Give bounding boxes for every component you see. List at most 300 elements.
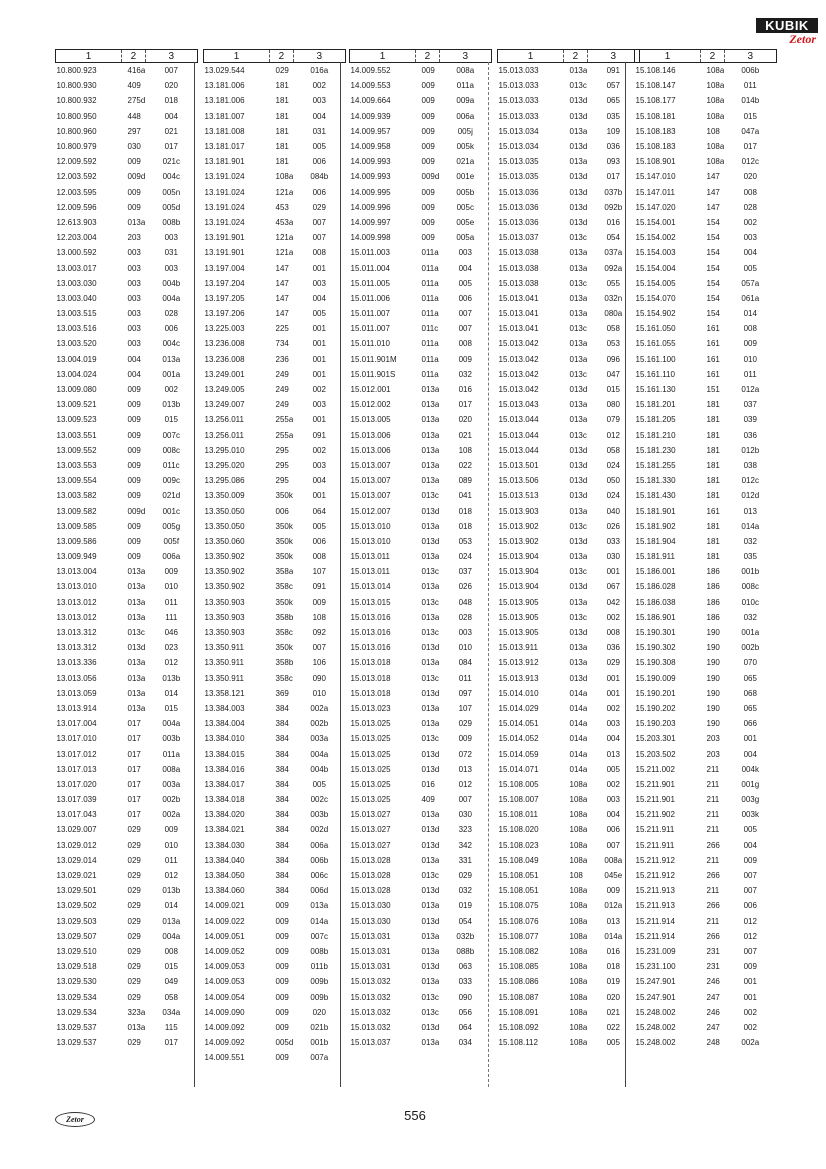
figure-ref: 009 (275, 977, 289, 987)
figure-ref: 013a (127, 567, 146, 577)
table-row (498, 625, 640, 640)
figure-ref: 013c (421, 1007, 439, 1017)
table-row (635, 473, 777, 488)
part-number: 15.231.009 (635, 946, 676, 956)
part-number: 15.161.130 (635, 385, 676, 395)
table-row (56, 746, 198, 761)
position-ref: 003a (162, 779, 181, 789)
position-ref: 009 (164, 825, 178, 835)
part-number: 13.350.903 (204, 612, 245, 622)
figure-ref: 108a (569, 810, 588, 820)
part-number: 13.249.005 (204, 385, 245, 395)
part-number: 15.013.037 (350, 1038, 391, 1048)
parts-column-3 (349, 49, 492, 1079)
table-row (498, 185, 640, 200)
table-row (56, 686, 198, 701)
part-number: 13.003.520 (56, 339, 97, 349)
part-number: 15.013.042 (498, 369, 539, 379)
position-ref: 020 (458, 415, 472, 425)
table-row (56, 655, 198, 670)
table-row (204, 154, 346, 169)
table-row (498, 352, 640, 367)
part-number: 15.154.003 (635, 248, 676, 258)
table-row (350, 762, 492, 777)
part-number: 13.181.901 (204, 157, 245, 167)
position-ref: 008 (743, 324, 757, 334)
position-ref: 007 (606, 840, 620, 850)
figure-ref: 108a (569, 916, 588, 926)
position-ref: 050 (606, 476, 620, 486)
part-number: 15.013.905 (498, 628, 539, 638)
part-number: 12.009.596 (56, 202, 97, 212)
figure-ref: 013a (569, 658, 588, 668)
part-number: 15.013.041 (498, 309, 539, 319)
position-ref: 011 (164, 855, 178, 865)
position-ref: 026 (606, 521, 620, 531)
position-ref: 015 (164, 962, 178, 972)
part-number: 15.013.025 (350, 764, 391, 774)
position-ref: 008a (456, 66, 475, 76)
figure-ref: 225 (275, 324, 289, 334)
position-ref: 008 (312, 552, 326, 562)
figure-ref: 013c (569, 567, 587, 577)
table-row (635, 519, 777, 534)
table-row (56, 488, 198, 503)
position-ref: 005e (456, 217, 475, 227)
part-number: 15.154.001 (635, 217, 676, 227)
part-number: 13.013.012 (56, 612, 97, 622)
figure-ref: 009 (421, 126, 435, 136)
position-ref: 003b (162, 734, 181, 744)
part-number: 13.295.020 (204, 460, 245, 470)
table-row (498, 944, 640, 959)
part-number: 15.013.006 (350, 445, 391, 455)
position-ref: 065 (743, 703, 757, 713)
part-number: 15.108.091 (498, 1007, 539, 1017)
column-header-3: 3 (145, 50, 197, 63)
position-ref: 065 (606, 96, 620, 106)
table-row (350, 124, 492, 139)
position-ref: 011 (743, 81, 757, 91)
position-ref: 001 (312, 369, 326, 379)
figure-ref: 013a (421, 476, 440, 486)
table-row (498, 792, 640, 807)
figure-ref: 013a (421, 582, 440, 592)
part-number: 13.013.059 (56, 688, 97, 698)
table-row (204, 853, 346, 868)
position-ref: 006 (312, 187, 326, 197)
part-number: 13.384.020 (204, 810, 245, 820)
figure-ref: 017 (127, 749, 141, 759)
table-row (56, 154, 198, 169)
position-ref: 016 (606, 217, 620, 227)
figure-ref: 003 (127, 293, 141, 303)
figure-ref: 384 (275, 734, 289, 744)
table-row (56, 458, 198, 473)
figure-ref: 181 (275, 81, 289, 91)
table-row (204, 640, 346, 655)
part-number: 15.108.077 (498, 931, 539, 941)
table-row (635, 306, 777, 321)
figure-ref: 009 (127, 445, 141, 455)
part-number: 13.249.007 (204, 400, 245, 410)
table-row (204, 549, 346, 564)
table-row (498, 898, 640, 913)
position-ref: 037b (604, 187, 623, 197)
position-ref: 010 (312, 688, 326, 698)
part-number: 13.181.007 (204, 111, 245, 121)
position-ref: 002c (310, 795, 328, 805)
figure-ref: 009 (275, 946, 289, 956)
position-ref: 026 (458, 582, 472, 592)
figure-ref: 029 (127, 962, 141, 972)
table-row (56, 777, 198, 792)
table-row (56, 671, 198, 686)
position-ref: 028 (164, 309, 178, 319)
table-row (498, 245, 640, 260)
table-row (635, 382, 777, 397)
column-header-2: 2 (122, 50, 146, 63)
part-number: 15.013.031 (350, 962, 391, 972)
figure-ref: 246 (706, 977, 720, 987)
position-ref: 001a (162, 369, 181, 379)
column-header-2: 2 (416, 50, 440, 63)
part-number: 14.009.021 (204, 901, 245, 911)
part-number: 15.108.092 (498, 1022, 539, 1032)
part-number: 15.013.031 (350, 946, 391, 956)
table-row (498, 671, 640, 686)
position-ref: 032 (458, 369, 472, 379)
position-ref: 005a (456, 233, 475, 243)
position-ref: 005b (456, 187, 475, 197)
table-row (204, 731, 346, 746)
part-number: 13.350.050 (204, 521, 245, 531)
table-row (635, 93, 777, 108)
table-row (350, 1035, 492, 1050)
position-ref: 033 (458, 977, 472, 987)
part-number: 14.009.957 (350, 126, 391, 136)
figure-ref: 013a (569, 597, 588, 607)
table-row (204, 1035, 346, 1050)
position-ref: 058 (606, 445, 620, 455)
position-ref: 009b (310, 992, 329, 1002)
part-number: 15.154.002 (635, 233, 676, 243)
table-row (350, 260, 492, 275)
part-number: 15.108.146 (635, 66, 676, 76)
table-row (635, 169, 777, 184)
position-ref: 001 (312, 339, 326, 349)
position-ref: 057a (741, 278, 760, 288)
table-row (204, 686, 346, 701)
position-ref: 010 (458, 643, 472, 653)
table-row (56, 534, 198, 549)
part-number: 15.014.052 (498, 734, 539, 744)
column-header-3: 3 (439, 50, 491, 63)
position-ref: 006b (741, 66, 760, 76)
table-row (350, 883, 492, 898)
position-ref: 006 (606, 825, 620, 835)
table-row (56, 321, 198, 336)
figure-ref: 181 (706, 460, 720, 470)
figure-ref: 108a (706, 66, 725, 76)
figure-ref: 147 (706, 172, 720, 182)
figure-ref: 009d (127, 172, 146, 182)
table-row (350, 185, 492, 200)
table-row (56, 139, 198, 154)
figure-ref: 013d (569, 536, 588, 546)
figure-ref: 181 (706, 415, 720, 425)
position-ref: 012 (164, 658, 178, 668)
table-row (635, 276, 777, 291)
figure-ref: 014a (569, 719, 588, 729)
position-ref: 041 (458, 491, 472, 501)
figure-ref: 003 (127, 263, 141, 273)
figure-ref: 011a (421, 248, 439, 258)
table-row (498, 762, 640, 777)
part-number: 15.108.075 (498, 901, 539, 911)
position-ref: 013 (743, 506, 757, 516)
figure-ref: 014a (569, 688, 588, 698)
column-header-1: 1 (635, 50, 701, 63)
figure-ref: 013a (127, 597, 146, 607)
table-row (204, 321, 346, 336)
table-row (498, 610, 640, 625)
column-header-2: 2 (270, 50, 294, 63)
table-row (350, 1020, 492, 1035)
table-row (204, 245, 346, 260)
table-row (498, 716, 640, 731)
position-ref: 013b (162, 886, 181, 896)
position-ref: 003 (312, 460, 326, 470)
table-row (350, 579, 492, 594)
figure-ref: 384 (275, 840, 289, 850)
table-row (56, 109, 198, 124)
table-row (350, 169, 492, 184)
part-number: 13.009.523 (56, 415, 97, 425)
figure-ref: 013c (421, 628, 439, 638)
table-row (498, 883, 640, 898)
part-number: 15.161.110 (635, 369, 675, 379)
position-ref: 005 (312, 142, 326, 152)
position-ref: 064 (312, 506, 326, 516)
part-number: 15.013.025 (350, 779, 391, 789)
table-row (635, 109, 777, 124)
table-row (204, 412, 346, 427)
part-number: 15.161.100 (635, 354, 676, 364)
part-number: 15.108.076 (498, 916, 539, 926)
part-number: 15.013.041 (498, 293, 539, 303)
figure-ref: 108a (569, 931, 588, 941)
table-row (635, 853, 777, 868)
position-ref: 012d (741, 491, 760, 501)
position-ref: 002b (162, 795, 181, 805)
figure-ref: 121a (275, 187, 294, 197)
figure-ref: 030 (127, 142, 141, 152)
position-ref: 004b (162, 278, 181, 288)
position-ref: 010 (164, 582, 178, 592)
position-ref: 016 (606, 946, 620, 956)
table-row (635, 989, 777, 1004)
figure-ref: 013c (569, 612, 587, 622)
position-ref: 032 (458, 886, 472, 896)
figure-ref: 011a (421, 339, 439, 349)
figure-ref: 013a (569, 552, 588, 562)
table-row (350, 534, 492, 549)
figure-ref: 006 (275, 506, 289, 516)
table-row (498, 367, 640, 382)
part-number: 14.009.052 (204, 946, 245, 956)
position-ref: 012 (458, 779, 472, 789)
position-ref: 061a (741, 293, 760, 303)
position-ref: 007 (458, 795, 472, 805)
figure-ref: 147 (275, 293, 289, 303)
table-row (635, 792, 777, 807)
figure-ref: 181 (275, 96, 289, 106)
part-number: 15.013.042 (498, 354, 539, 364)
table-row (498, 838, 640, 853)
figure-ref: 013d (421, 916, 440, 926)
part-number: 13.017.010 (56, 734, 97, 744)
figure-ref: 013d (569, 142, 588, 152)
part-number: 10.800.930 (56, 81, 97, 91)
figure-ref: 203 (706, 749, 720, 759)
part-number: 13.029.537 (56, 1038, 97, 1048)
table-row (498, 929, 640, 944)
part-number: 15.011.004 (350, 263, 390, 273)
table-row (56, 625, 198, 640)
table-row (204, 655, 346, 670)
part-number: 15.013.032 (350, 1007, 391, 1017)
part-number: 15.013.036 (498, 217, 539, 227)
table-row (498, 428, 640, 443)
position-ref: 088b (456, 946, 475, 956)
figure-ref: 013a (421, 552, 440, 562)
page-number: 556 (404, 1108, 426, 1123)
position-ref: 054 (606, 233, 620, 243)
table-row (635, 716, 777, 731)
position-ref: 323 (458, 825, 472, 835)
figure-ref: 350k (275, 521, 293, 531)
position-ref: 009a (456, 96, 475, 106)
table-row (350, 321, 492, 336)
part-number: 15.013.005 (350, 415, 391, 425)
position-ref: 029 (458, 719, 472, 729)
parts-table (203, 49, 346, 1065)
position-ref: 004 (606, 810, 620, 820)
figure-ref: 266 (706, 871, 720, 881)
position-ref: 008c (741, 582, 759, 592)
position-ref: 004k (741, 764, 759, 774)
table-row (204, 671, 346, 686)
table-row (498, 595, 640, 610)
table-row (498, 686, 640, 701)
position-ref: 018 (458, 521, 472, 531)
figure-ref: 013a (127, 1022, 146, 1032)
table-row (56, 868, 198, 883)
position-ref: 002a (741, 1038, 760, 1048)
part-number: 15.013.044 (498, 415, 539, 425)
figure-ref: 013a (569, 309, 588, 319)
table-row (56, 200, 198, 215)
table-row (350, 306, 492, 321)
parts-table (55, 49, 198, 1050)
table-row (635, 1020, 777, 1035)
part-number: 15.154.005 (635, 278, 676, 288)
position-ref: 021d (162, 491, 181, 501)
position-ref: 005 (458, 278, 472, 288)
table-row (635, 746, 777, 761)
figure-ref: 029 (127, 916, 141, 926)
position-ref: 011 (743, 369, 757, 379)
part-number: 15.211.913 (635, 886, 675, 896)
position-ref: 003g (741, 795, 760, 805)
position-ref: 013 (458, 764, 472, 774)
figure-ref: 203 (127, 233, 141, 243)
figure-ref: 009 (275, 1053, 289, 1063)
table-row (498, 124, 640, 139)
table-row (498, 382, 640, 397)
figure-ref: 236 (275, 354, 289, 364)
position-ref: 011a (456, 81, 474, 91)
figure-ref: 011a (421, 309, 439, 319)
position-ref: 017 (164, 1038, 178, 1048)
table-row (204, 807, 346, 822)
part-number: 15.181.902 (635, 521, 676, 531)
part-number: 13.013.010 (56, 582, 97, 592)
figure-ref: 017 (127, 795, 141, 805)
position-ref: 004 (458, 263, 472, 273)
part-number: 10.800.960 (56, 126, 97, 136)
table-row (498, 1005, 640, 1020)
table-row (635, 686, 777, 701)
part-number: 15.190.302 (635, 643, 676, 653)
figure-ref: 384 (275, 779, 289, 789)
position-ref: 007 (312, 643, 326, 653)
position-ref: 003b (310, 810, 329, 820)
table-row (56, 807, 198, 822)
position-ref: 007c (310, 931, 328, 941)
part-number: 15.013.023 (350, 703, 391, 713)
table-row (350, 230, 492, 245)
figure-ref: 323a (127, 1007, 146, 1017)
figure-ref: 350k (275, 536, 293, 546)
part-number: 15.014.059 (498, 749, 539, 759)
figure-ref: 009d (421, 172, 440, 182)
part-number: 14.009.092 (204, 1038, 245, 1048)
part-number: 13.009.521 (56, 400, 97, 410)
part-number: 15.248.002 (635, 1022, 676, 1032)
part-number: 15.013.015 (350, 597, 391, 607)
position-ref: 003k (741, 810, 759, 820)
part-number: 15.013.028 (350, 871, 391, 881)
table-row (56, 853, 198, 868)
figure-ref: 013d (569, 172, 588, 182)
table-row (56, 1005, 198, 1020)
position-ref: 004 (164, 111, 178, 121)
table-row (204, 564, 346, 579)
part-number: 13.191.901 (204, 248, 245, 258)
position-ref: 008 (458, 339, 472, 349)
figure-ref: 108a (569, 1022, 588, 1032)
part-number: 15.013.042 (498, 339, 539, 349)
part-number: 13.009.949 (56, 552, 97, 562)
part-number: 14.009.553 (350, 81, 391, 91)
part-number: 15.013.011 (350, 552, 390, 562)
figure-ref: 147 (706, 187, 720, 197)
part-number: 15.013.036 (498, 202, 539, 212)
figure-ref: 154 (706, 278, 720, 288)
table-row (350, 276, 492, 291)
